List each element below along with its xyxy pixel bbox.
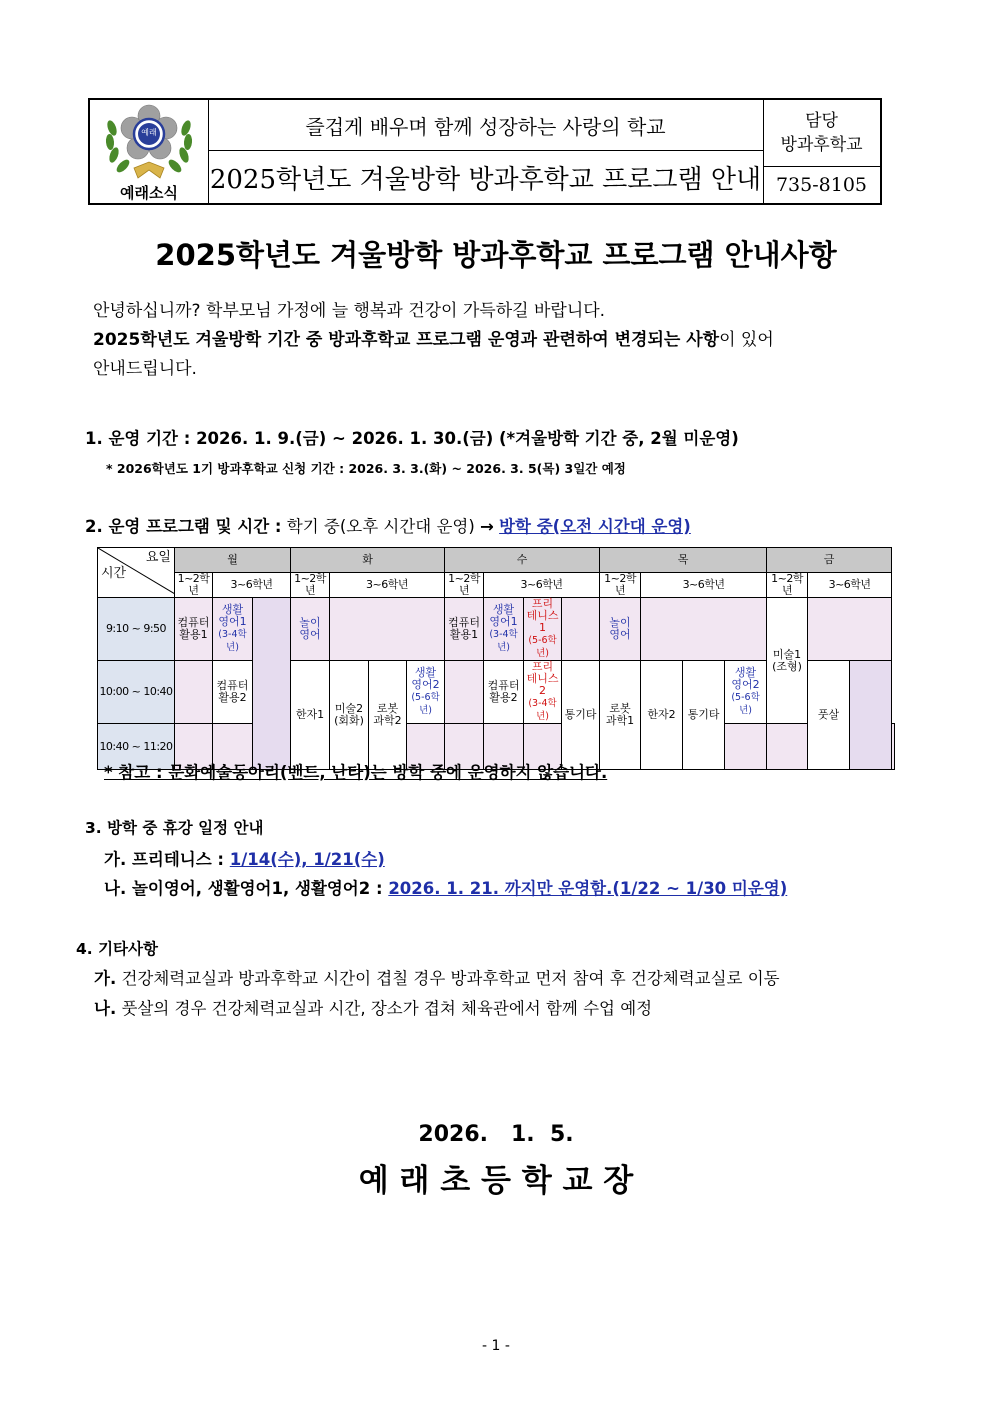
empty-cell [641, 598, 767, 661]
intro-line-2 [93, 326, 893, 355]
contact-phone: 735-8105 [775, 174, 868, 196]
class-cell [725, 661, 767, 724]
main-title: 2025학년도 겨울방학 방과후학교 프로그램 안내사항 [155, 238, 837, 272]
class-cell [291, 661, 330, 770]
corner-day-label: 요일 [145, 550, 171, 565]
day-tue: 화 [291, 548, 445, 573]
class-name: 컴퓨터 활용1 [448, 616, 480, 641]
time-slot: 10:40 ~ 11:20 [98, 724, 175, 770]
class-grade: (5-6학년) [411, 692, 440, 716]
section4-item-b-text: 풋살의 경우 건강체력교실과 시간, 장소가 겹쳐 체육관에서 함께 수업 예정 [116, 999, 653, 1018]
document-header [88, 98, 882, 205]
section1-note: * 2026학년도 1기 방과후학교 신청 기간 : 2026. 3. 3.(화) ~ 2026. 3. 5(목) 3일간 예정 [106, 461, 626, 476]
intro-line-2-rest: 이 있어 [719, 330, 774, 350]
section3-item-a [104, 846, 385, 870]
class-name: 컴퓨터 활용2 [216, 679, 249, 704]
section4-item-b [94, 995, 652, 1019]
class-name: 놀이 영어 [299, 616, 321, 641]
grade-high: 3~6학년 [641, 573, 767, 598]
empty-cell [850, 661, 892, 770]
class-cell [683, 661, 725, 770]
time-slot: 10:00 ~ 10:40 [98, 661, 175, 724]
issue-date: 2026. 1. 5. [418, 1122, 574, 1147]
class-cell [291, 598, 330, 661]
class-name: 생활 영어1 [218, 603, 247, 628]
class-name: 놀이 영어 [609, 616, 631, 641]
section3-item-a-value: 1/14(수), 1/21(수) [229, 850, 385, 869]
class-cell [484, 598, 524, 661]
class-name: 로봇 과학1 [605, 702, 635, 727]
empty-cell [892, 724, 895, 770]
class-name: 한자2 [647, 708, 676, 721]
day-fri: 금 [767, 548, 892, 573]
class-cell [484, 661, 524, 724]
empty-cell [175, 661, 213, 724]
day-mon: 월 [175, 548, 291, 573]
section2-highlight: 방학 중(오전 시간대 운영) [499, 517, 691, 536]
class-cell [562, 661, 600, 770]
section3-heading: 3. 방학 중 휴강 일정 안내 [85, 819, 264, 837]
schedule-table [97, 547, 895, 770]
grade-low: 1~2학년 [767, 573, 808, 598]
corner-time-label: 시간 [101, 566, 127, 581]
section3-item-a-label: 가. 프리테니스 : [104, 850, 224, 869]
empty-cell [445, 661, 484, 724]
grade-low: 1~2학년 [291, 573, 330, 598]
intro-paragraph [93, 297, 893, 384]
class-cell [641, 661, 683, 770]
school-motto: 즐겁게 배우며 함께 성장하는 사랑의 학교 [208, 100, 763, 151]
section3-item-b-value: 2026. 1. 21. 까지만 운영함.(1/22 ~ 1/30 미운영) [388, 879, 788, 898]
empty-cell [330, 598, 445, 661]
page-number: - 1 - [482, 1338, 510, 1354]
class-name: 풋살 [817, 708, 840, 721]
grade-high: 3~6학년 [808, 573, 892, 598]
contact-label-1: 담당 [805, 111, 838, 131]
section4-heading: 4. 기타사항 [76, 940, 158, 958]
class-cell [445, 598, 484, 661]
time-row-1 [98, 598, 895, 661]
class-cell [407, 661, 445, 724]
section4-item-a [94, 965, 780, 989]
class-name: 미술2 (회화) [334, 702, 364, 727]
class-cell [600, 598, 641, 661]
section2-note-text: * 참고 : 문화예술동아리(밴드, 난타)는 방학 중에 운영하지 않습니다. [104, 763, 608, 782]
section2-normal: 학기 중(오후 시간대 운영) [286, 517, 475, 536]
section4-item-b-label: 나. [94, 999, 117, 1018]
class-grade: (3-4학년) [528, 698, 557, 722]
section4-item-a-text: 건강체력교실과 방과후학교 시간이 겹칠 경우 방과후학교 먼저 참여 후 건강체력교실로 이동 [116, 969, 780, 988]
class-cell [213, 661, 253, 724]
class-cell [524, 598, 562, 661]
class-cell [808, 661, 850, 770]
intro-line-3: 안내드립니다. [93, 359, 197, 379]
grade-low: 1~2학년 [600, 573, 641, 598]
empty-cell [808, 598, 892, 661]
day-wed: 수 [445, 548, 600, 573]
class-name: 프리 테니스1 [526, 597, 559, 634]
class-name: 생활 영어2 [411, 666, 440, 691]
grade-header-row [98, 573, 895, 598]
document-title: 2025학년도 겨울방학 방과후학교 프로그램 안내 [209, 164, 762, 195]
class-cell [330, 661, 369, 770]
class-cell [369, 661, 407, 770]
header-center [208, 100, 764, 203]
logo-text: 예래 [141, 128, 157, 137]
section2-heading: 2. 운영 프로그램 및 시간 : [85, 517, 282, 536]
class-name: 생활 영어1 [489, 603, 518, 628]
class-name: 컴퓨터 활용1 [177, 616, 210, 641]
time-slot: 9:10 ~ 9:50 [98, 598, 175, 661]
section3-item-b-label: 나. 놀이영어, 생활영어1, 생활영어2 : [104, 879, 383, 898]
section2-heading-line [85, 513, 691, 537]
grade-low: 1~2학년 [445, 573, 484, 598]
intro-line-1: 안녕하십니까? 학부모님 가정에 늘 행복과 건강이 가득하길 바랍니다. [93, 301, 606, 321]
class-name: 생활 영어2 [731, 666, 760, 691]
empty-cell [562, 598, 600, 661]
grade-low: 1~2학년 [175, 573, 213, 598]
class-cell [213, 598, 253, 661]
contact-cell [763, 100, 880, 203]
logo-label: 예래소식 [120, 184, 178, 202]
class-cell [524, 661, 562, 724]
class-name: 통기타 [564, 708, 597, 721]
class-grade: (5-6학년) [731, 692, 760, 716]
class-cell [175, 598, 213, 661]
empty-cell [253, 598, 291, 770]
contact-dept [763, 100, 880, 167]
section1-heading: 1. 운영 기간 : 2026. 1. 9.(금) ~ 2026. 1. 30.(금) (*겨울방학 기간 중, 2월 미운영) [85, 429, 739, 448]
section4-item-a-label: 가. [94, 969, 117, 988]
intro-line-2-bold: 2025학년도 겨울방학 기간 중 방과후학교 프로그램 운영과 관련하여 변경되는 사항 [93, 330, 720, 350]
class-name: 미술1 (조형) [772, 647, 802, 673]
empty-cell [767, 724, 808, 770]
arrow-icon: → [480, 517, 494, 536]
class-cell [600, 661, 641, 770]
empty-cell [725, 724, 767, 770]
class-grade: (5-6학년) [528, 635, 557, 659]
day-header-row [98, 548, 895, 573]
principal-signature: 예 래 초 등 학 교 장 [358, 1163, 634, 1199]
section2-note [104, 759, 607, 783]
school-emblem-icon [90, 100, 208, 180]
table-corner [98, 548, 175, 598]
section3-item-b [104, 875, 787, 899]
contact-label-2: 방과후학교 [780, 135, 863, 155]
class-name: 프리 테니스2 [526, 660, 559, 697]
day-thu: 목 [600, 548, 767, 573]
grade-high: 3~6학년 [330, 573, 445, 598]
class-name: 로봇 과학2 [373, 702, 402, 727]
grade-high: 3~6학년 [484, 573, 600, 598]
class-name: 한자1 [295, 708, 325, 721]
class-cell [767, 598, 808, 724]
school-logo-cell [90, 100, 209, 203]
class-grade: (3-4학년) [218, 629, 247, 653]
class-grade: (3-4학년) [489, 629, 518, 653]
grade-high: 3~6학년 [213, 573, 291, 598]
class-name: 컴퓨터 활용2 [487, 679, 520, 704]
class-name: 통기타 [687, 708, 720, 721]
